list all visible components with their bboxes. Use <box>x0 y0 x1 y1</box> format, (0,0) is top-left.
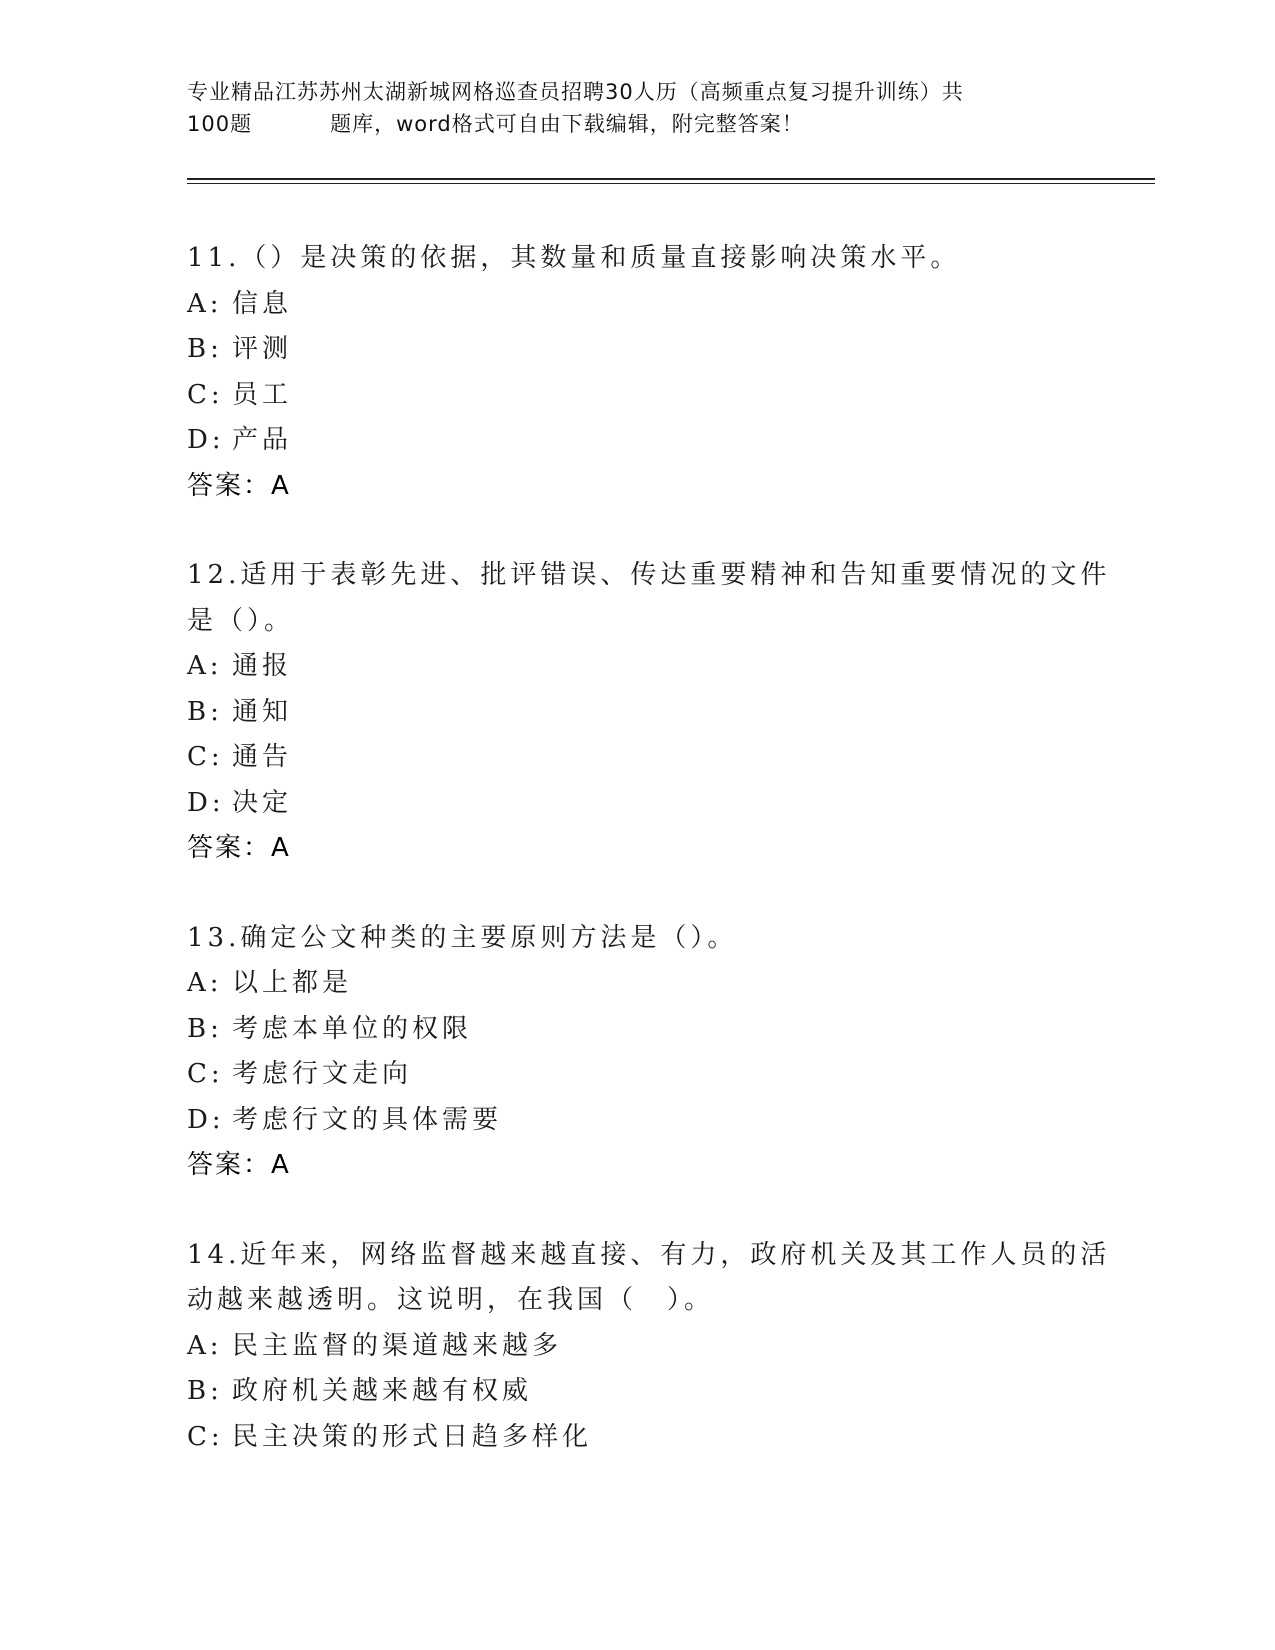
option-text: 考虑行文的具体需要 <box>232 1104 503 1135</box>
document-header <box>187 76 1087 140</box>
option-key: A: <box>187 288 223 319</box>
question-stem <box>187 916 1087 962</box>
question-12 <box>187 553 1111 872</box>
option-c <box>187 1415 1087 1461</box>
option-a <box>187 961 1087 1007</box>
option-text: 民主决策的形式日趋多样化 <box>232 1421 593 1452</box>
option-d <box>187 418 1087 464</box>
question-stem-line: 14.近年来，网络监督越来越直接、有力，政府机关及其工作人员的活 <box>187 1239 1111 1270</box>
option-text: 通告 <box>232 742 293 772</box>
question-stem-line: 是（）。 <box>187 605 295 636</box>
answer-line: 答案：A <box>187 833 291 863</box>
question-14 <box>187 1233 1111 1461</box>
option-text: 以上都是 <box>232 968 353 998</box>
option-key: A: <box>187 651 223 681</box>
option-b <box>187 1007 1087 1053</box>
option-key: C: <box>187 742 224 772</box>
question-stem-line: 13.确定公文种类的主要原则方法是（）。 <box>187 922 738 953</box>
option-key: B: <box>187 334 223 364</box>
option-text: 民主监督的渠道越来越多 <box>232 1330 563 1361</box>
option-text: 信息 <box>232 288 293 319</box>
option-b <box>187 327 1087 373</box>
answer-line: 答案：A <box>187 470 291 501</box>
option-text: 通报 <box>232 651 293 681</box>
option-c <box>187 735 1087 781</box>
question-13 <box>187 916 1087 1189</box>
option-key: B: <box>187 1013 223 1044</box>
option-text: 政府机关越来越有权威 <box>232 1376 533 1406</box>
option-key: B: <box>187 1376 223 1406</box>
header-description: 题库，word格式可自由下载编辑，附完整答案！ <box>330 112 804 136</box>
option-text: 评测 <box>232 334 293 364</box>
option-b <box>187 1369 1087 1415</box>
question-11 <box>187 236 1087 509</box>
header-divider-thick <box>187 178 1155 180</box>
option-text: 员工 <box>232 379 293 410</box>
question-stem <box>187 1233 1111 1324</box>
option-key: A: <box>187 968 223 998</box>
option-key: D: <box>187 1104 225 1135</box>
question-list <box>187 236 1111 1504</box>
header-divider-thin <box>187 183 1155 184</box>
question-stem <box>187 236 1087 282</box>
option-c <box>187 373 1087 419</box>
option-key: C: <box>187 1059 224 1089</box>
question-stem-line: 11.（）是决策的依据，其数量和质量直接影响决策水平。 <box>187 243 961 273</box>
option-d <box>187 1098 1087 1144</box>
option-text: 决定 <box>232 787 293 818</box>
option-key: A: <box>187 1330 223 1361</box>
question-stem <box>187 553 1111 644</box>
option-text: 通知 <box>232 696 293 727</box>
option-a <box>187 1324 1087 1370</box>
option-key: D: <box>187 425 225 455</box>
answer-line: 答案：A <box>187 1150 291 1180</box>
option-a <box>187 644 1087 690</box>
option-text: 产品 <box>232 425 293 455</box>
option-a <box>187 282 1087 328</box>
option-key: C: <box>187 1421 224 1452</box>
question-stem-line: 12.适用于表彰先进、批评错误、传达重要精神和告知重要情况的文件 <box>187 560 1111 590</box>
option-text: 考虑行文走向 <box>232 1059 413 1089</box>
header-line-1: 专业精品江苏苏州太湖新城网格巡查员招聘30人历（高频重点复习提升训练）共 <box>187 80 964 104</box>
option-b <box>187 690 1087 736</box>
question-stem-line: 动越来越透明。这说明，在我国（ ）。 <box>187 1285 715 1315</box>
header-count: 100题 <box>187 112 253 136</box>
option-key: D: <box>187 787 225 818</box>
option-key: B: <box>187 696 223 727</box>
option-text: 考虑本单位的权限 <box>232 1013 473 1044</box>
option-d <box>187 781 1087 827</box>
option-c <box>187 1052 1087 1098</box>
header-line-2 <box>187 108 1087 140</box>
option-key: C: <box>187 379 224 410</box>
